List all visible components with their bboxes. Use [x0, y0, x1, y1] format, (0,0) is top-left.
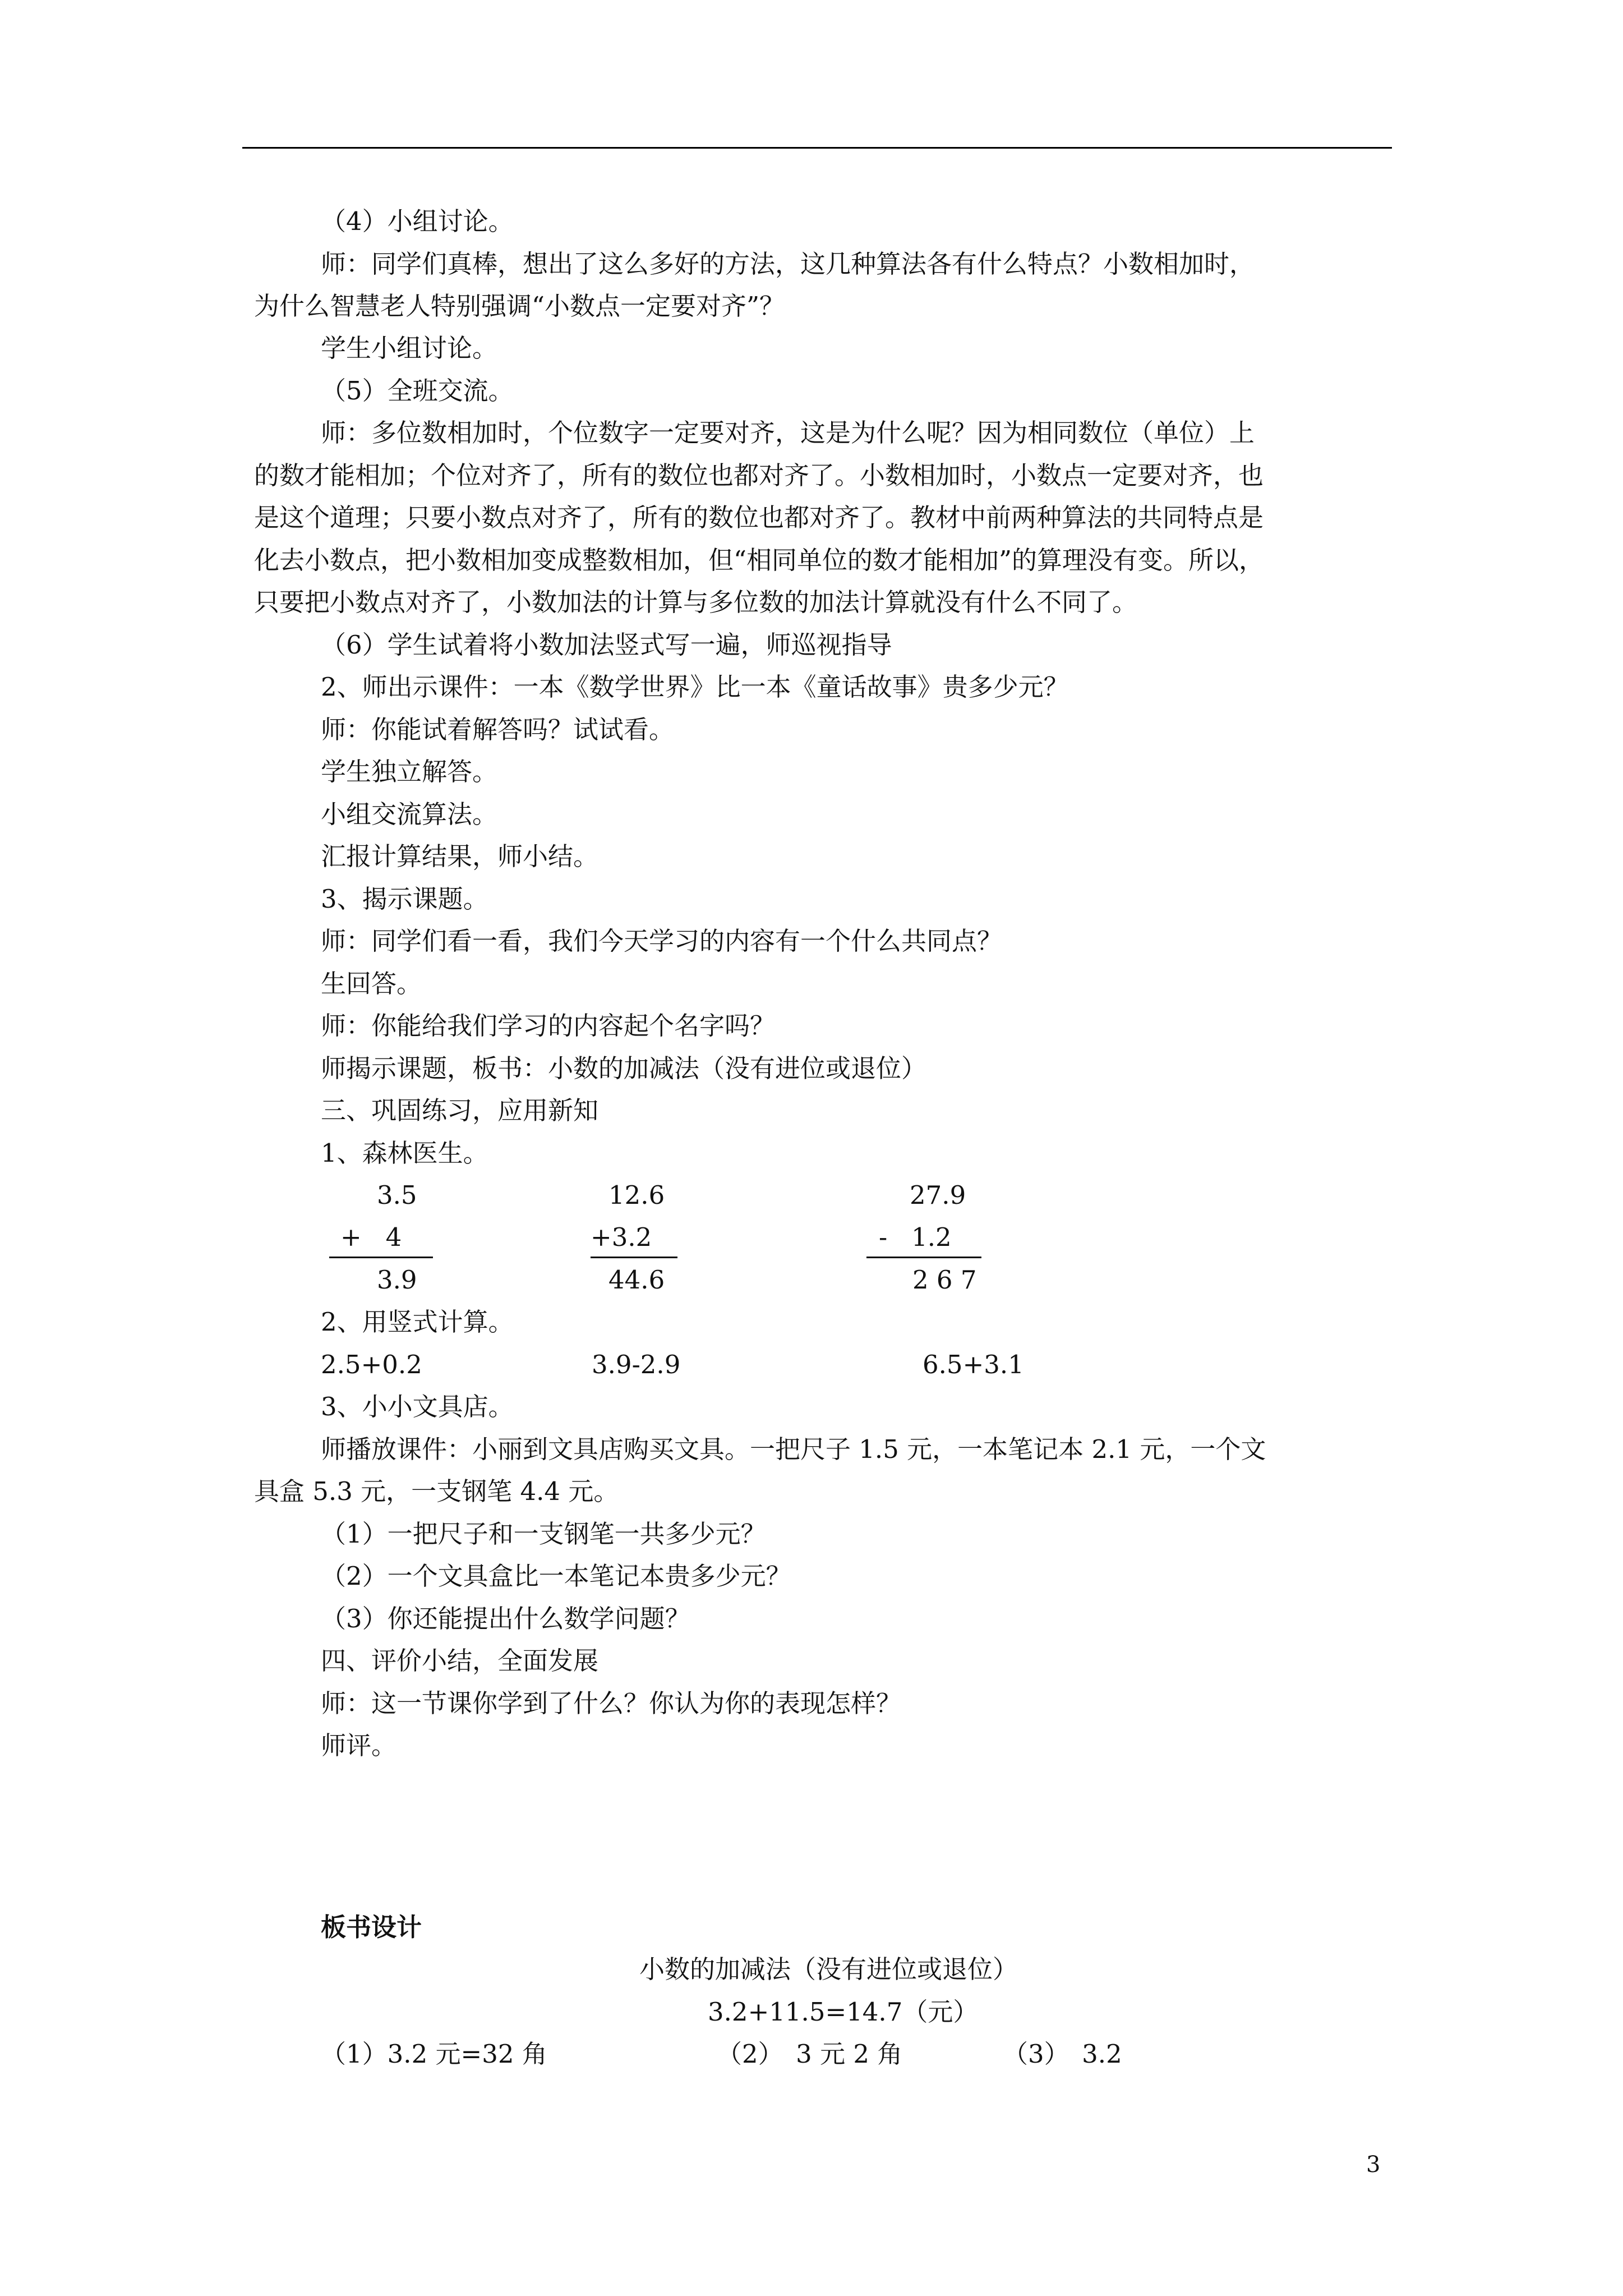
text-line: （1）一把尺子和一支钢笔一共多少元？: [321, 1519, 766, 1549]
text-line: 三、巩固练习，应用新知: [321, 1096, 599, 1125]
problem-result: 2 6 7: [912, 1265, 977, 1295]
problem-result: 44.6: [608, 1265, 665, 1295]
text-line: 四、评价小结，全面发展: [321, 1646, 599, 1676]
text-line: 3、小小文具店。: [321, 1392, 514, 1421]
page-number: 3: [1366, 2152, 1381, 2178]
problem-operand: + 4: [340, 1222, 402, 1252]
calc-item: 3.9-2.9: [592, 1350, 681, 1379]
board-title: 小数的加减法（没有进位或退位）: [639, 1954, 1018, 1984]
text-line: （3）你还能提出什么数学问题？: [321, 1604, 690, 1634]
problem-underline: [329, 1257, 433, 1258]
text-line: 师：你能试着解答吗？试试看。: [321, 715, 675, 744]
problem-result: 3.9: [377, 1265, 417, 1295]
text-line: （6）学生试着将小数加法竖式写一遍，师巡视指导: [321, 630, 892, 660]
text-line: 2、用竖式计算。: [321, 1307, 514, 1337]
text-line: 汇报计算结果，师小结。: [321, 841, 599, 871]
text-line: 为什么智慧老人特别强调“小数点一定要对齐”？: [254, 291, 785, 321]
text-line: 师：你能给我们学习的内容起个名字吗？: [321, 1011, 776, 1041]
text-line: 学生小组讨论。: [321, 333, 498, 363]
text-line: （4）小组讨论。: [321, 206, 514, 236]
text-line: 化去小数点，把小数相加变成整数相加，但“相同单位的数才能相加”的算理没有变。所以，: [254, 545, 1265, 575]
text-line: 3、揭示课题。: [321, 884, 488, 914]
text-line: 只要把小数点对齐了，小数加法的计算与多位数的加法计算就没有什么不同了。: [254, 587, 1138, 617]
board-heading: 板书设计: [321, 1912, 422, 1942]
board-item: （1）3.2 元=32 角: [321, 2039, 547, 2069]
text-line: 师播放课件：小丽到文具店购买文具。一把尺子 1.5 元，一本笔记本 2.1 元，一个文: [321, 1434, 1266, 1464]
text-line: 小组交流算法。: [321, 799, 498, 829]
text-line: 学生独立解答。: [321, 757, 498, 786]
text-line: 2、师出示课件：一本《数学世界》比一本《童话故事》贵多少元？: [321, 672, 1069, 702]
problem-top-number: 27.9: [910, 1180, 966, 1210]
text-line: 师：多位数相加时，个位数字一定要对齐，这是为什么呢？因为相同数位（单位）上: [321, 418, 1255, 448]
board-item: （2） 3 元 2 角: [717, 2039, 903, 2069]
problem-underline: [591, 1257, 677, 1258]
text-line: （5）全班交流。: [321, 376, 514, 406]
problem-top-number: 12.6: [608, 1180, 665, 1210]
problem-underline: [866, 1257, 981, 1258]
text-line: 师评。: [321, 1731, 397, 1760]
text-line: 师：同学们看一看，我们今天学习的内容有一个什么共同点？: [321, 926, 1003, 956]
calc-item: 6.5+3.1: [923, 1350, 1024, 1379]
problem-operand: +3.2: [591, 1222, 652, 1252]
text-line: 是这个道理；只要小数点对齐了，所有的数位也都对齐了。教材中前两种算法的共同特点是: [254, 503, 1264, 532]
text-line: 的数才能相加；个位对齐了，所有的数位也都对齐了。小数相加时，小数点一定要对齐，也: [254, 461, 1264, 490]
text-line: 师：同学们真棒，想出了这么多好的方法，这几种算法各有什么特点？小数相加时，: [321, 249, 1255, 279]
text-line: 师：这一节课你学到了什么？你认为你的表现怎样？: [321, 1688, 902, 1718]
board-item: （3） 3.2: [1003, 2039, 1122, 2069]
problem-operand: - 1.2: [879, 1222, 952, 1252]
text-line: 1、森林医生。: [321, 1138, 488, 1168]
text-line: （2）一个文具盒比一本笔记本贵多少元？: [321, 1561, 791, 1591]
problem-top-number: 3.5: [377, 1180, 417, 1210]
text-line: 师揭示课题，板书：小数的加减法（没有进位或退位）: [321, 1053, 927, 1083]
text-line: 具盒 5.3 元，一支钢笔 4.4 元。: [254, 1476, 619, 1506]
text-line: 生回答。: [321, 969, 422, 999]
board-equation: 3.2+11.5=14.7（元）: [708, 1997, 979, 2027]
calc-item: 2.5+0.2: [321, 1350, 422, 1379]
header-rule: [242, 147, 1392, 149]
